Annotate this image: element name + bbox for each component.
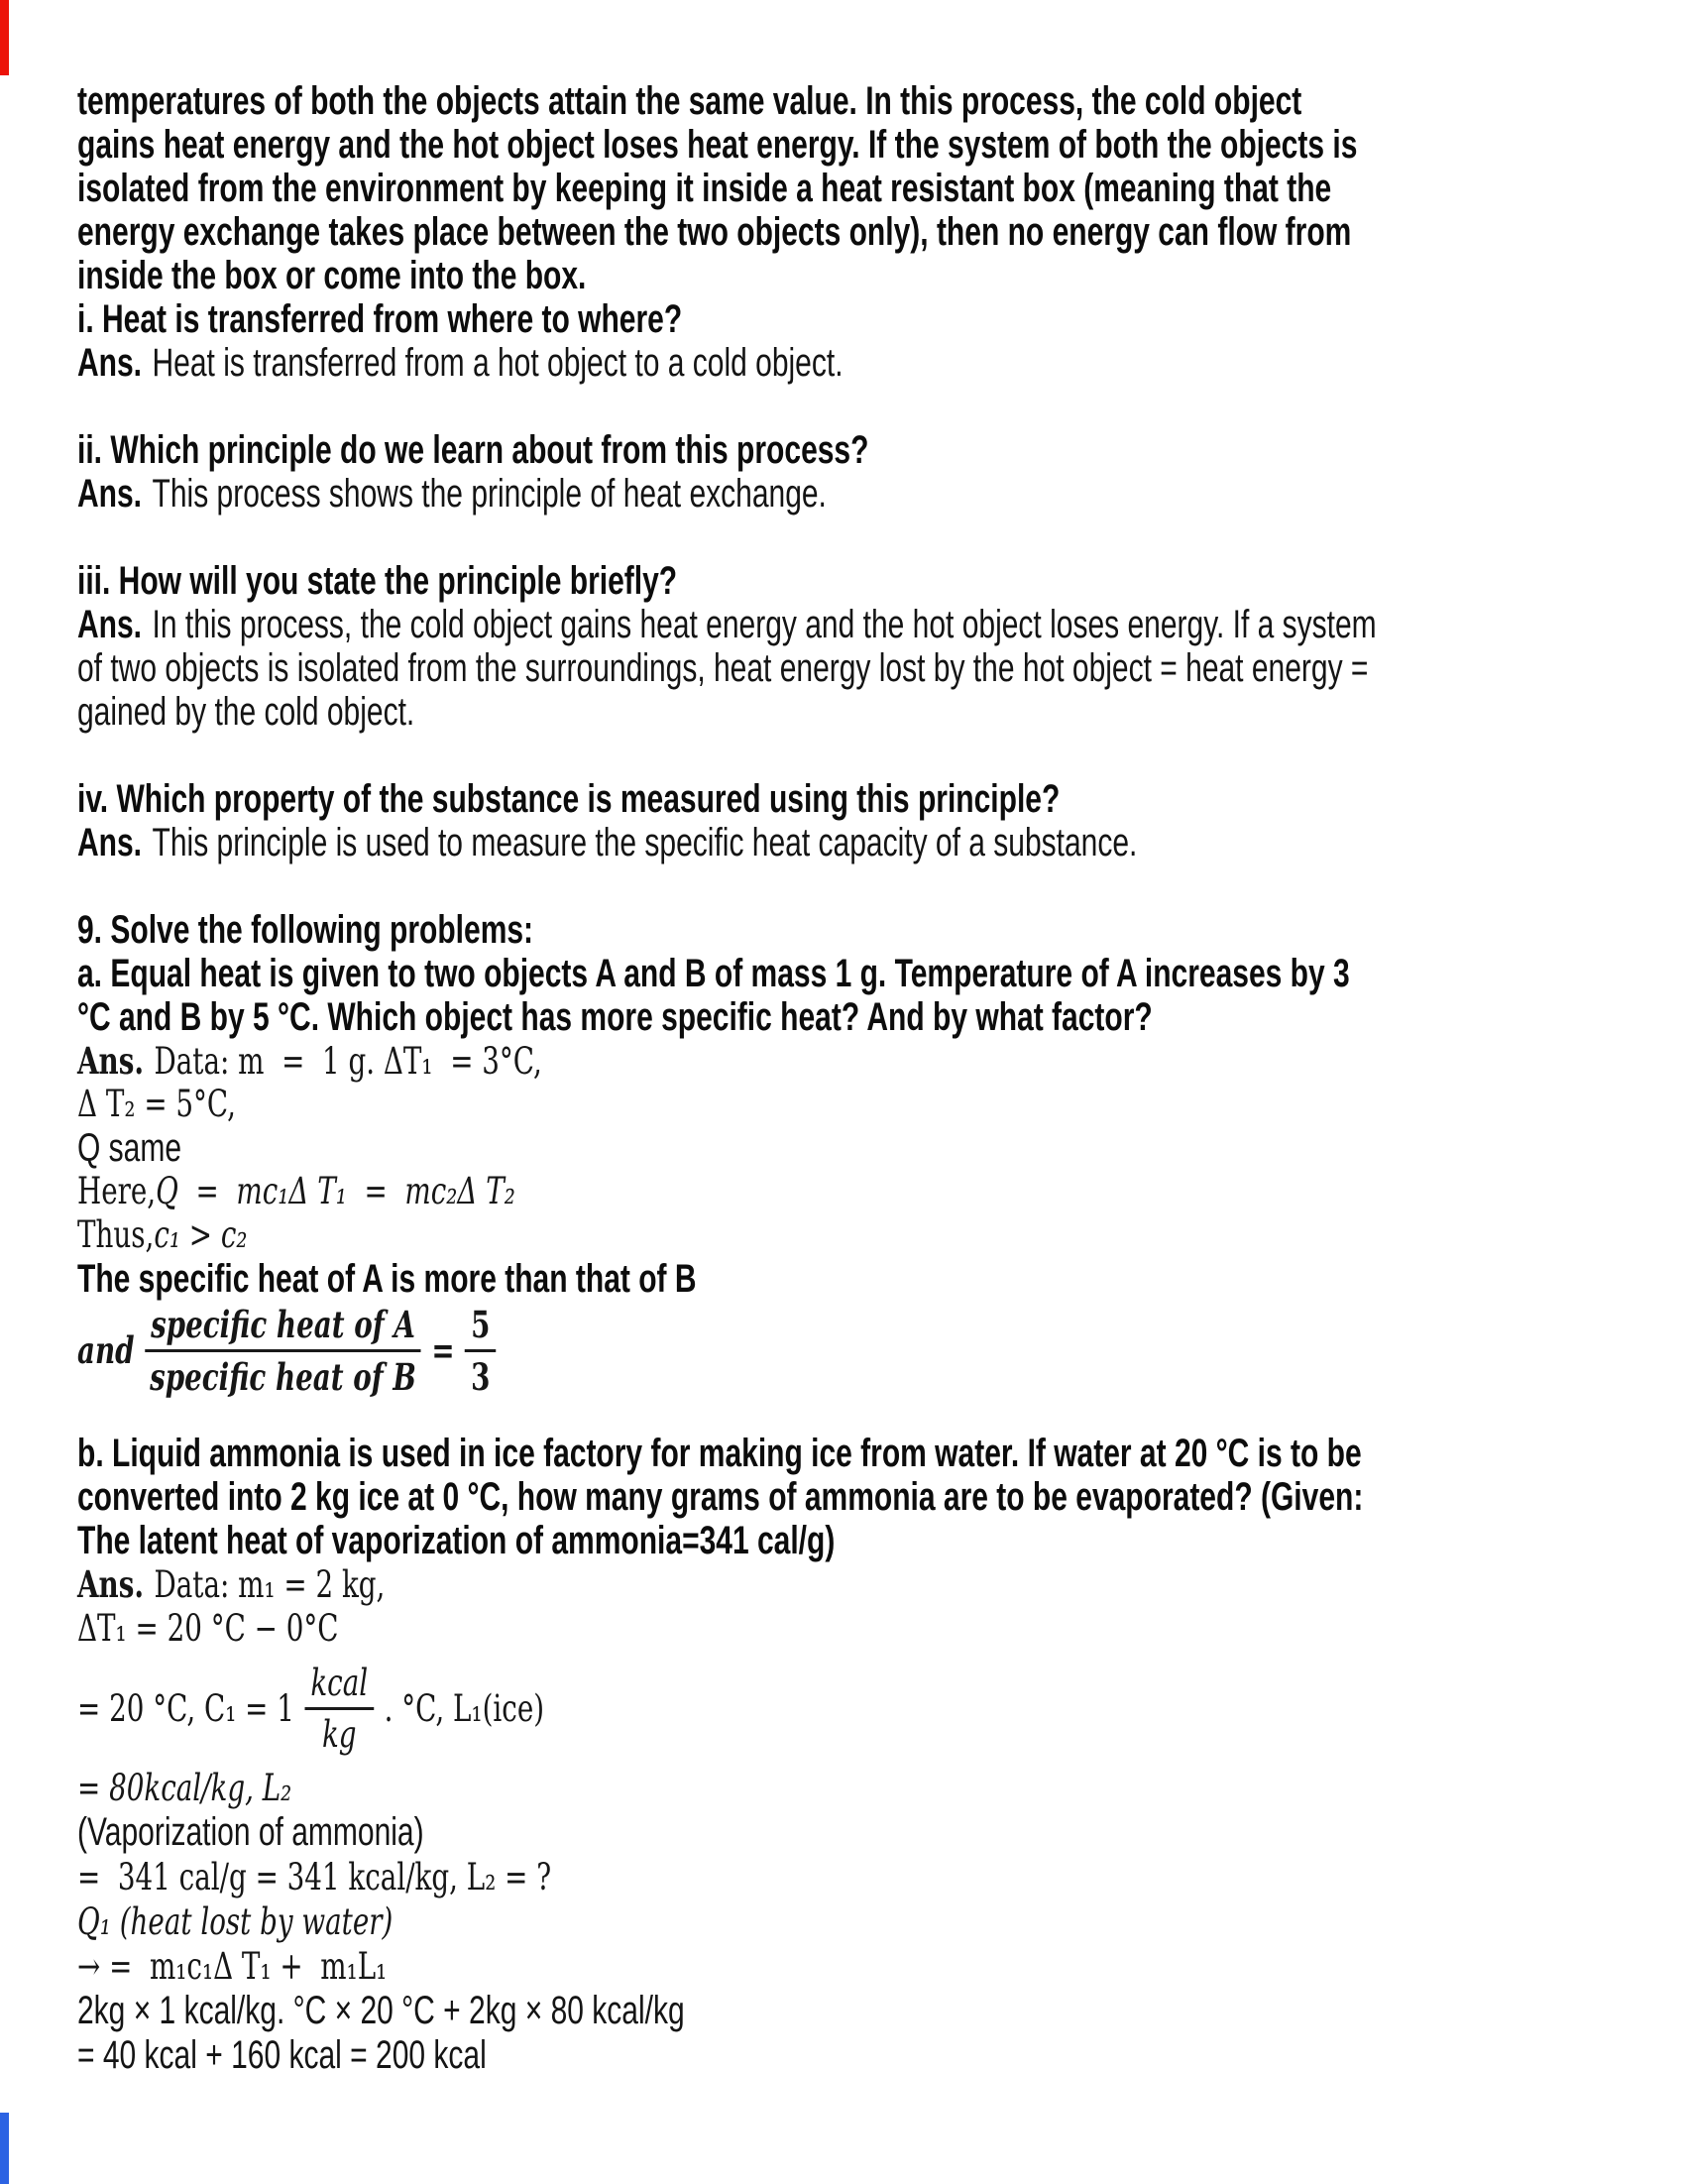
data-text: Data: m₁ = 2 kg, [154,1563,386,1606]
problem-b-statement [77,1475,1632,1519]
intro-line-text: energy exchange takes place between the two objects only), then no energy can flow from [77,210,1352,254]
equation-lead: = 20 °C, C₁ = 1 [77,1686,294,1730]
problem-a-statement [77,952,1632,995]
intro-line-text: isolated from the environment by keeping it inside a heat resistant box (meaning that the [77,167,1332,210]
blank-line [77,734,1632,777]
ans-label: Ans. [77,1039,144,1083]
math-expr: Q = mc₁Δ T₁ = mc₂Δ T₂ [156,1170,515,1212]
problem-b-data [77,1562,1632,1606]
question-heading-ii [77,428,1632,472]
problem-a-data [77,1039,1632,1083]
math-pre: Thus, [77,1213,155,1256]
answer-i [77,341,1632,385]
math-line [77,1170,515,1213]
problem-b-result [77,2033,1632,2078]
equation-wrap [77,1303,496,1399]
answer-iii-line [77,690,1632,734]
problem-a-heat-equation [77,1170,1632,1213]
fraction [145,1303,421,1399]
answer-text: This process shows the principle of heat exchange. [152,472,827,516]
math-line: = 80kcal/kg, L₂ [77,1767,292,1809]
question-heading-text: iii. How will you state the principle briefly? [77,559,678,603]
ans-label: Ans. [77,1562,144,1606]
question-heading-iv [77,777,1632,821]
answer-line [77,341,844,394]
answer-text: In this process, the cold object gains heat energy and the hot object loses energy. If a system [152,603,1377,646]
intro-line-text: inside the box or come into the box. [77,254,587,297]
equals-sign: = [431,1328,455,1372]
equation-tail: . °C, L₁(ice) [384,1686,545,1730]
question-heading-iii [77,559,1632,603]
problem-b-statement [77,1432,1632,1475]
blank-line [77,1400,1632,1432]
problem-b-calculation [77,1989,1632,2033]
answer-iv [77,821,1632,864]
data-text: Data: m = 1 g. ΔT₁ = 3°C, [154,1040,542,1083]
text-line: 2kg × 1 kcal/kg. °C × 20 °C + 2kg × 80 kcal/kg [77,1989,685,2032]
math-line: ΔT₁ = 20 °C − 0°C [77,1607,339,1650]
answer-line [77,472,827,524]
intro-line [77,79,1632,123]
problem-b-delta-t1 [77,1606,1632,1651]
answer-text: Heat is transferred from a hot object to a cold object. [152,341,844,385]
ans-label: Ans. [77,472,143,516]
problem-b-vaporization-note [77,1810,1632,1855]
problem-statement-text: converted into 2 kg ice at 0 °C, how many grams of ammonia are to be evaporated? (Given: [77,1475,1364,1519]
fraction-numerator: specific heat of A [145,1303,421,1352]
problem-a-delta-t2 [77,1083,1632,1126]
math-line: Q₁ (heat lost by water) [77,1900,394,1943]
answer-text: of two objects is isolated from the surroundings, heat energy lost by the hot object = heat energy = [77,646,1369,690]
math-line: → = m₁c₁Δ T₁ + m₁L₁ [77,1945,388,1988]
fraction-numerator: 5 [465,1303,496,1352]
ans-label: Ans. [77,603,143,646]
fraction-numerator: kcal [304,1662,374,1710]
intro-line-text: gains heat energy and the hot object loses heat energy. If the system of both the objects is [77,123,1358,167]
text-line: = 40 kcal + 160 kcal = 200 kcal [77,2033,487,2077]
math-line: Δ T₂ = 5°C, [77,1083,236,1125]
question-heading-text: i. Heat is transferred from where to where? [77,297,683,341]
question-heading-i [77,297,1632,341]
problem-a-q-same [77,1126,1632,1170]
answer-iii [77,603,1632,646]
problem-a-statement [77,995,1632,1039]
problem-b-q1-label [77,1899,1632,1944]
problem-b-latent-value [77,1855,1632,1899]
intro-line-text: temperatures of both the objects attain the same value. In this process, the cold object [77,79,1302,123]
question-heading-text: iv. Which property of the substance is measured using this principle? [77,777,1061,821]
problem-b-statement [77,1519,1632,1562]
math-pre: Here, [77,1170,157,1212]
fraction-denominator: kg [321,1712,357,1756]
text-line: Q same [77,1126,182,1170]
problem-statement-text: The latent heat of vaporization of ammonia=341 cal/g) [77,1519,836,1562]
equation-wrap [77,1662,544,1756]
fraction-denominator: specific heat of B [150,1354,416,1399]
problem-b-latent-ice [77,1766,1632,1810]
answer-iii-line [77,646,1632,690]
answer-line [77,821,1137,873]
section-9-heading [77,908,1632,952]
question-heading-text: ii. Which principle do we learn about from this process? [77,428,869,472]
problem-a-comparison [77,1213,1632,1257]
fraction-denominator: 3 [471,1354,491,1399]
answer-text: This principle is used to measure the specific heat capacity of a substance. [152,821,1138,864]
fraction [465,1303,496,1399]
top-left-edge-artifact [0,0,9,75]
math-line: = 341 cal/g = 341 kcal/kg, L₂ = ? [77,1856,552,1898]
problem-statement-text: a. Equal heat is given to two objects A and B of mass 1 g. Temperature of A increases by 3 [77,952,1350,995]
text-line: (Vaporization of ammonia) [77,1810,424,1854]
math-expr: c₁ > c₂ [154,1213,248,1256]
section-heading-text: 9. Solve the following problems: [77,908,534,952]
intro-line [77,123,1632,167]
problem-statement-text: b. Liquid ammonia is used in ice factory for making ice from water. If water at 20 °C is to be [77,1432,1362,1475]
specific-heat-c1-equation [77,1651,1632,1766]
answer-text: gained by the cold object. [77,690,415,734]
intro-line [77,254,1632,297]
math-line [77,1039,542,1084]
conclusion-text: The specific heat of A is more than that of B [77,1257,697,1301]
math-line [77,1213,248,1257]
specific-heat-ratio-equation [77,1301,1632,1400]
answer-ii [77,472,1632,516]
equation-lead: and [77,1328,135,1372]
problem-statement-text: °C and B by 5 °C. Which object has more specific heat? And by what factor? [77,995,1153,1039]
math-line [77,1562,385,1607]
bottom-left-edge-artifact [0,2113,9,2184]
intro-line [77,167,1632,210]
ans-label: Ans. [77,341,143,385]
ans-label: Ans. [77,821,143,864]
problem-b-heat-sum-equation [77,1944,1632,1989]
problem-a-conclusion [77,1257,1632,1301]
fraction [304,1662,374,1756]
intro-line [77,210,1632,254]
